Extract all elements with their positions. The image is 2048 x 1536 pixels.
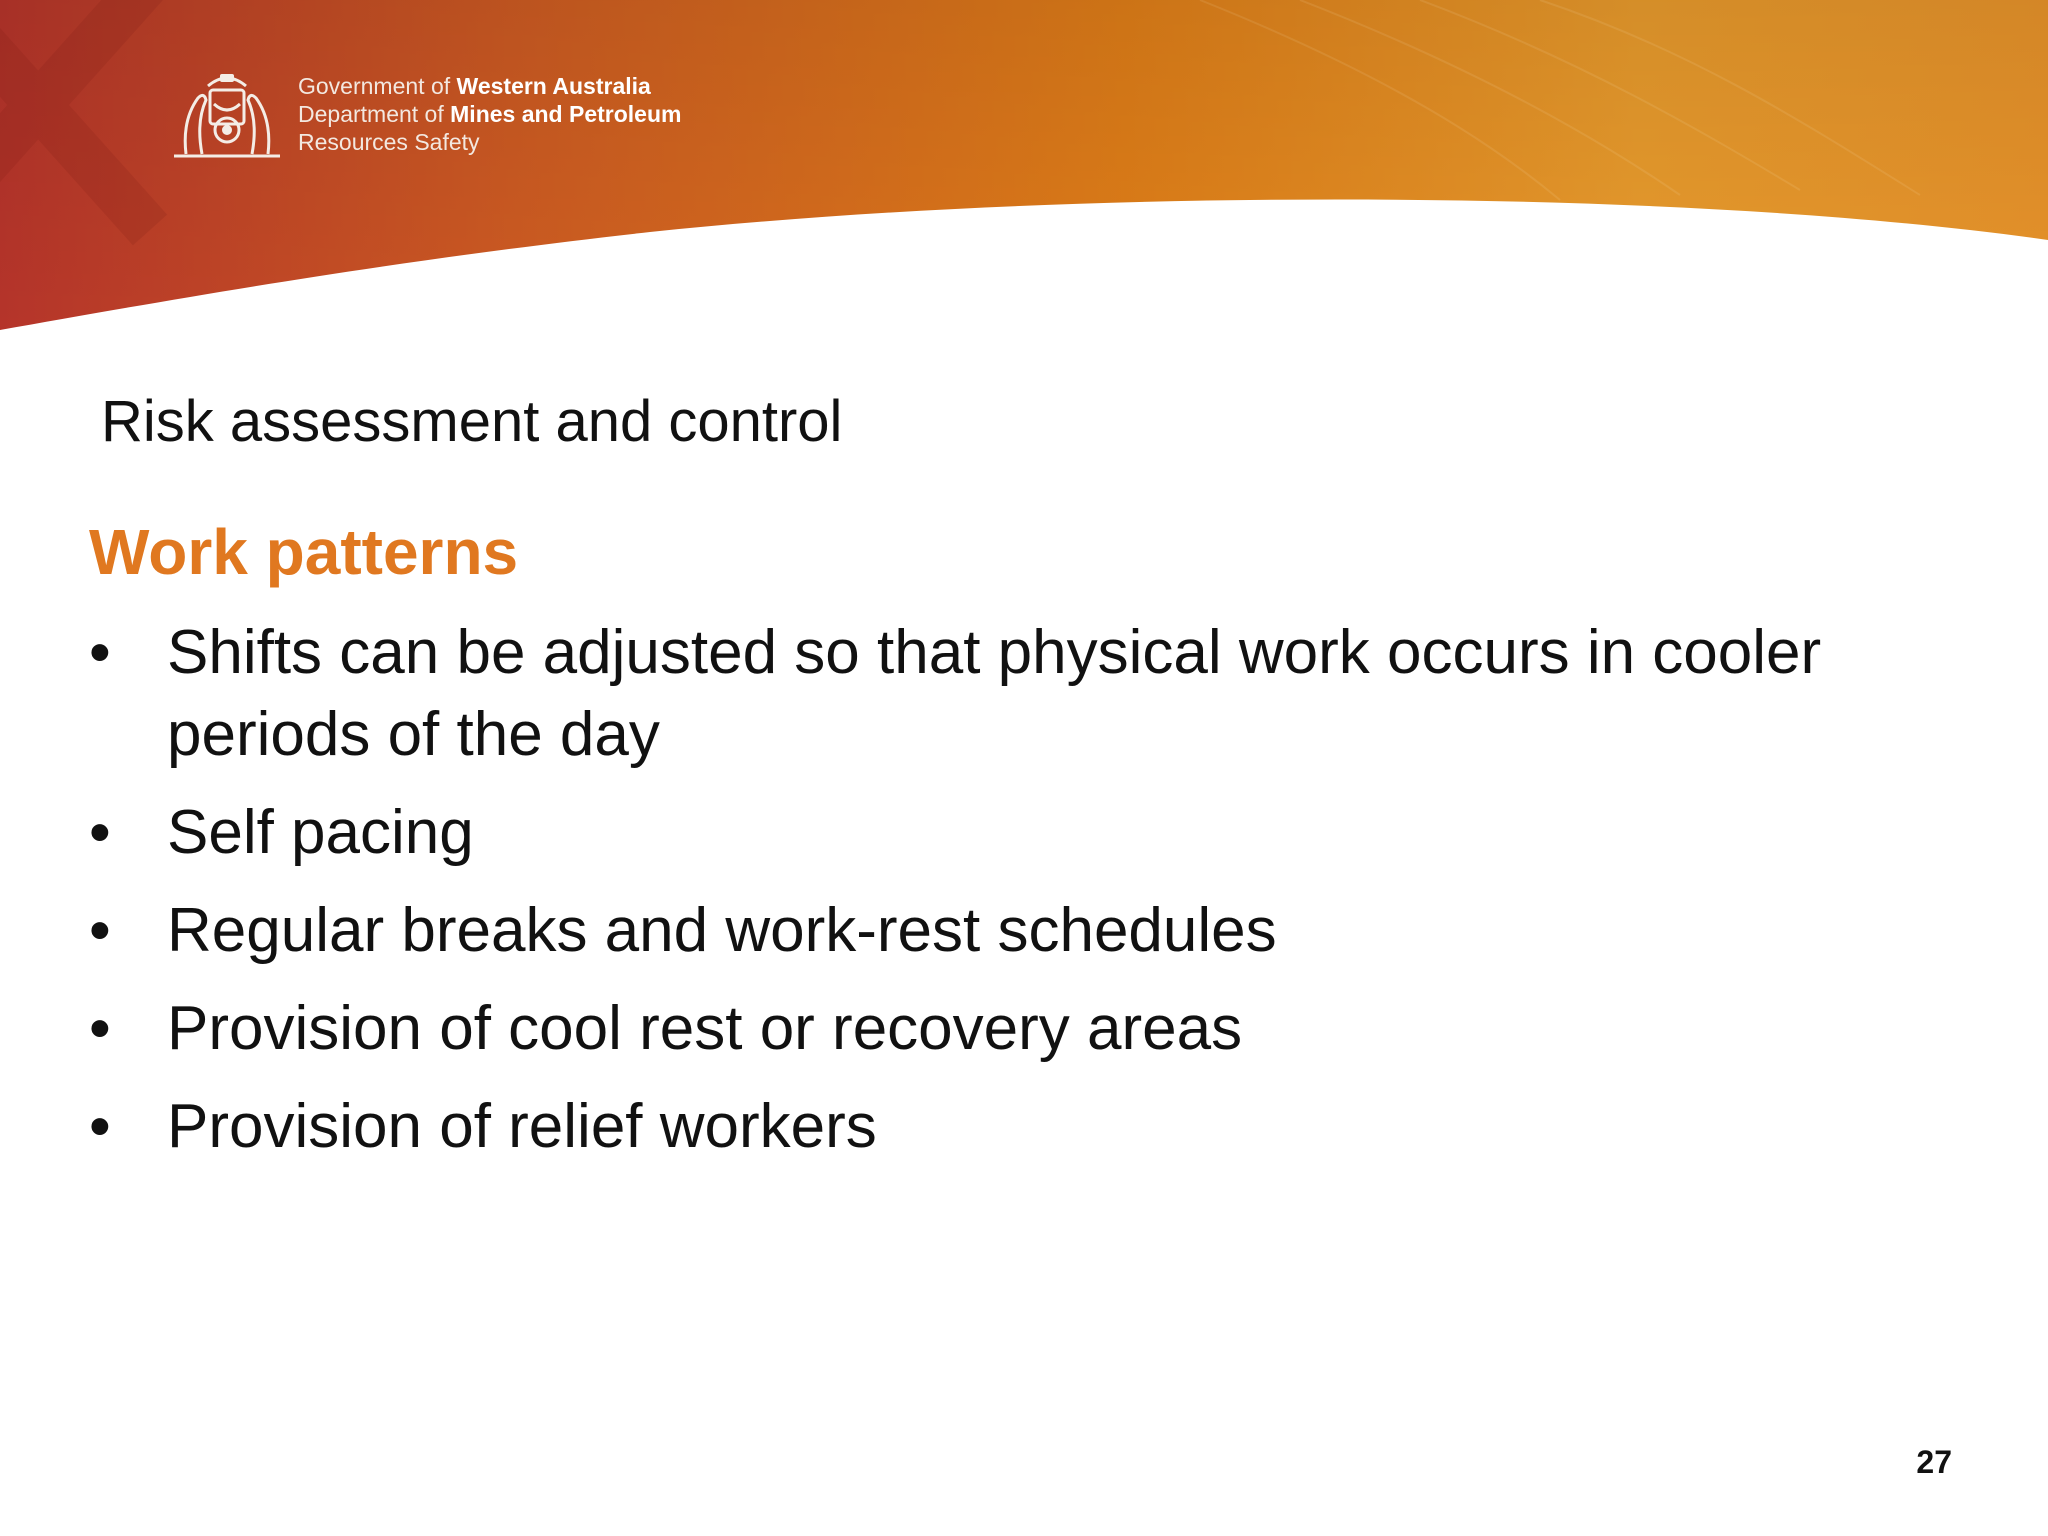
- bullet-item: [89, 890, 1969, 972]
- bullet-marker: •: [89, 618, 111, 687]
- bullet-text: Self pacing: [167, 798, 474, 867]
- slide-subtitle: Risk assessment and control: [101, 389, 843, 454]
- bullet-marker: •: [89, 896, 111, 965]
- bullet-item: [89, 792, 1969, 874]
- bullet-marker: •: [89, 798, 111, 867]
- org-line-division: Resources Safety: [298, 129, 480, 155]
- bullet-text: Provision of cool rest or recovery areas: [167, 994, 1243, 1063]
- slide-heading: Work patterns: [89, 516, 519, 588]
- bullet-marker: •: [89, 994, 111, 1063]
- bullet-list: [89, 612, 1969, 1184]
- organization-name: [298, 72, 681, 156]
- bullet-text: Regular breaks and work-rest schedules: [167, 896, 1277, 965]
- bullet-marker: •: [89, 1092, 111, 1161]
- bullet-item: [89, 988, 1969, 1070]
- bullet-item: [89, 1086, 1969, 1168]
- coat-of-arms-icon: [168, 60, 286, 160]
- org-line-department: Department of Mines and Petroleum: [298, 101, 682, 127]
- bullet-text: Provision of relief workers: [167, 1092, 877, 1161]
- header-banner: [0, 0, 2048, 340]
- page-number: 27: [1916, 1444, 1952, 1480]
- org-line-government: Government of Western Australia: [298, 73, 651, 99]
- bullet-text: Shifts can be adjusted so that physical work occurs in cooler periods of the day: [167, 618, 1822, 769]
- bullet-item: [89, 612, 1969, 776]
